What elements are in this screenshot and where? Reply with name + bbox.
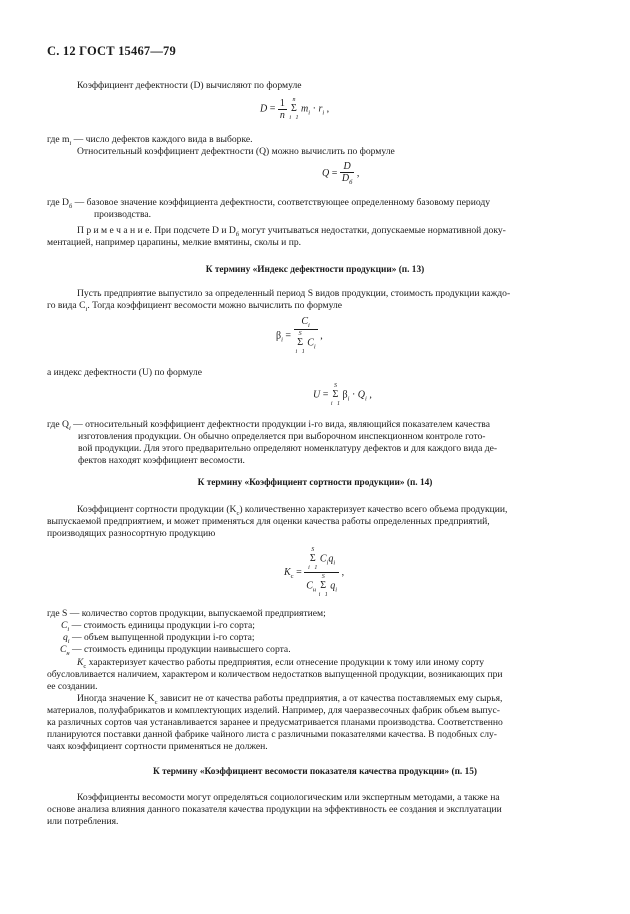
sort-text-3: производящих разносортную продукцию — [47, 528, 216, 539]
index-text-2: го вида $C_i$. Тогда коэффициент весомости можно вычислить по формуле — [47, 300, 343, 313]
heading-grade-coefficient: К термину «Коэффициент сортности продукции» (п. 14) — [197, 478, 433, 488]
some-text-4: планируются поставки данной фабрике чайного листа с различными показателями качества. В подобных слу- — [47, 729, 497, 740]
def-cn: $C_н$ — стоимость единицы продукции наивысшего сорта. — [60, 644, 291, 657]
formula-beta: $\beta_i$ = $C_i$ S Σ i 1 $C_i$ , — [276, 316, 323, 355]
formula-u: U = S Σ i 1 $\beta_i \cdot Q_i$ , — [313, 383, 372, 407]
def-ci: $C_i$ — стоимость единицы продукции i-го сорта; — [61, 620, 255, 633]
formula-kc: $K_с$ = S Σ i 1 $C_iq_i$ $C_н$ S Σ i 1 $q_i$ , — [284, 547, 345, 598]
def-qi: где $Q_i$ — относительный коэффициент дефектности продукции i-го вида, являющийся показателем качества — [47, 419, 490, 432]
relative-text: Относительный коэффициент дефектности (Q) можно вычислить по формуле — [77, 146, 395, 157]
some-text-1: Иногда значение $K_с$ зависит не от качества работы предприятия, а от качества поставляемых ему сырья, — [77, 693, 503, 706]
some-text-5: чаях коэффициент сортности применяться не должен. — [47, 741, 268, 752]
heading-defect-index: К термину «Индекс дефектности продукции» (п. 13) — [205, 265, 425, 275]
sort-text-1: Коэффициент сортности продукции $(K_с)$ количественно характеризует качество всего объема продукции, — [77, 504, 508, 517]
some-text-2: материалов, полуфабрикатов и комплектующих изделий. Например, для чаеразвесочных фабрик объем выпус- — [47, 705, 500, 716]
note-line1: П р и м е ч а н и е. При подсчете D и $D_б$ могут учитываться недостатки, допускаемые нормативной доку- — [77, 225, 506, 238]
kc-text-3: ее создании. — [47, 681, 98, 692]
formula-d: D = $\frac{1}{n}$ n Σ i 1 $m_i \cdot r_i$ , — [260, 97, 330, 121]
def-db: где $D_б$ — базовое значение коэффициента дефектности, соответствующее определенному базовому периоду — [47, 197, 491, 210]
kc-text-2: обусловливается наличием, характером и количеством недостатков выпущенной продукции, возникающих при — [47, 669, 503, 680]
formula-q: Q = $\frac{D}{D_б}$ , — [322, 161, 360, 186]
def-qi-l2: изготовления продукции. Он обычно определяется при выборочном инспекционном контроле гото- — [78, 431, 486, 442]
def-qi2: $q_i$ — объем выпущенной продукции i-го сорта; — [63, 632, 255, 645]
def-qi-l4: фектов находят коэффициент весомости. — [78, 455, 245, 466]
weights-text-1: Коэффициенты весомости могут определяться социологическим или экспертным методами, а также на — [77, 792, 500, 803]
heading-weight-coefficient: К термину «Коэффициент весомости показателя качества продукции» (п. 15) — [153, 767, 477, 777]
def-qi-l3: вой продукции. Для этого предварительно определяют номенклатуру дефектов и для каждого вида де- — [78, 443, 498, 454]
page-header: С. 12 ГОСТ 15467—79 — [47, 44, 176, 58]
def-s: где S — количество сортов продукции, выпускаемой предприятием; — [47, 608, 326, 619]
some-text-3: ка различных сортов чая устанавливается заранее и предусматривается планами производства. Соответственно — [47, 717, 503, 728]
index-text-1: Пусть предприятие выпустило за определенный период S видов продукции, стоимость продукции каждо- — [77, 288, 511, 299]
kc-text-1: $K_с$ характеризует качество работы предприятия, если отнесение продукции к тому или иному сорту — [77, 657, 485, 670]
index-text-3: а индекс дефектности (U) по формуле — [47, 367, 202, 378]
intro-text: Коэффициент дефектности (D) вычисляют по формуле — [77, 80, 302, 91]
def-db-line2: производства. — [94, 209, 152, 220]
sort-text-2: выпускаемой предприятием, и может применяться для оценки качества работы определенных предприятий, — [47, 516, 490, 527]
weights-text-2: основе анализа влияния данного показателя качества продукции на эффективность ее создания и эксплуатации — [47, 804, 502, 815]
def-m: где $m_i$ — число дефектов каждого вида в выборке. — [47, 134, 253, 147]
note-line2: ментацией, например царапины, мелкие вмятины, сколы и пр. — [47, 237, 302, 248]
weights-text-3: или потребления. — [47, 816, 119, 827]
